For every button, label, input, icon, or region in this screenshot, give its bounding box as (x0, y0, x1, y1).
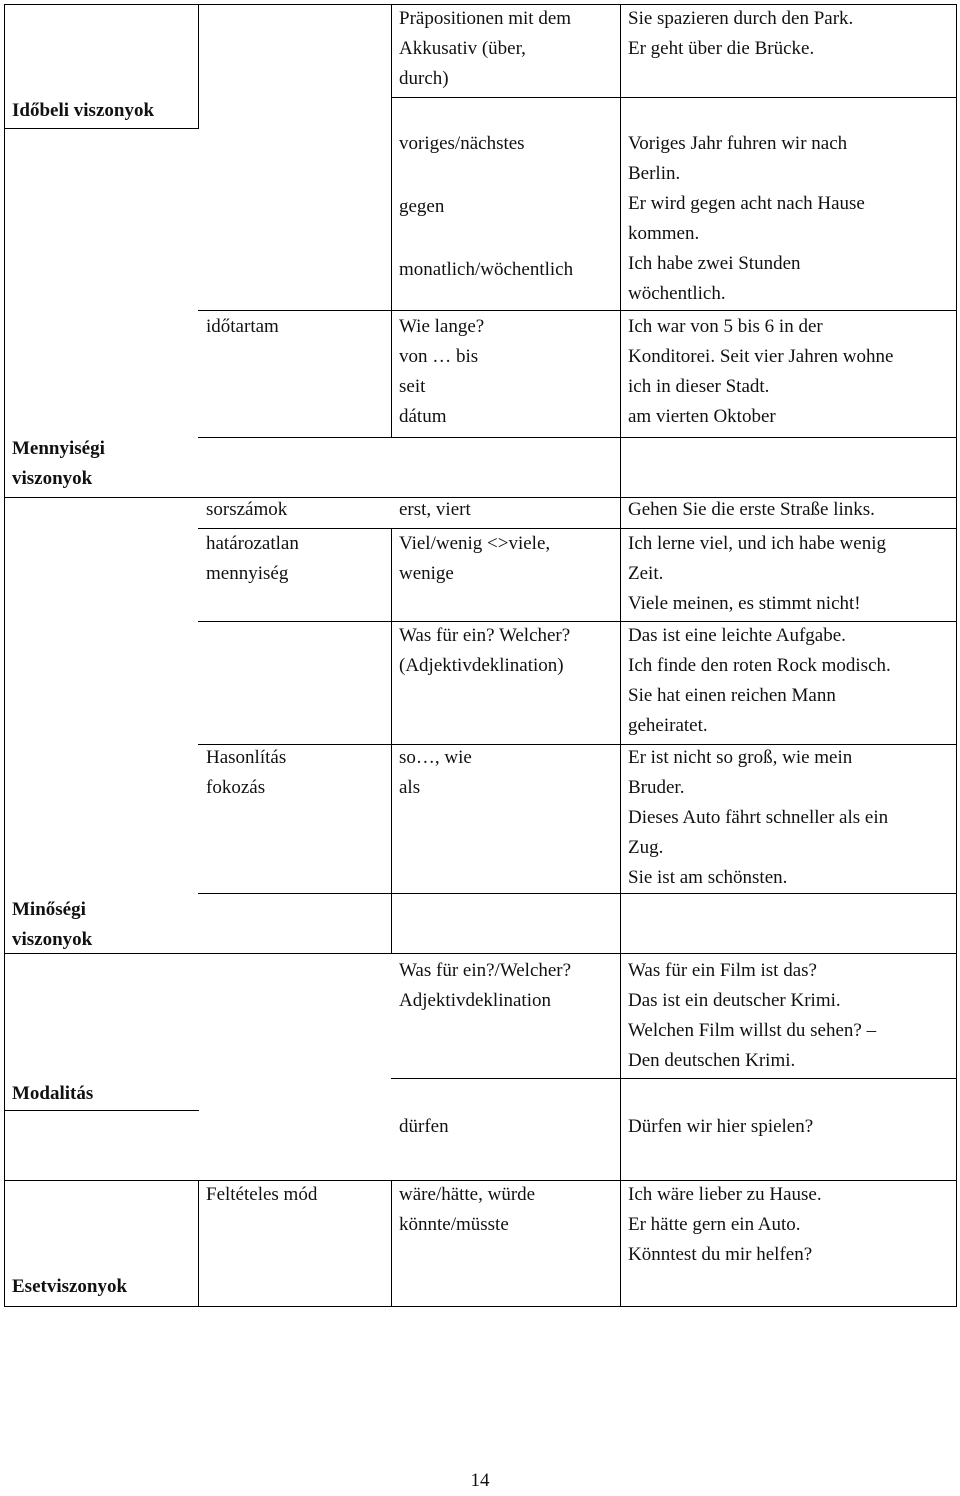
grid-line (198, 4, 199, 128)
example-adjektiv-1: Das ist eine leichte Aufgabe. Ich finde den roten Rock modisch. Sie hat einen reichen Mann geheiratet. (628, 625, 891, 736)
example-ordinal: Gehen Sie die erste Straße links. (628, 499, 875, 520)
grid-line (4, 1306, 957, 1307)
grid-line (391, 1078, 957, 1079)
cell-sorszamok: sorszámok (206, 499, 288, 520)
example-dauer: Ich war von 5 bis 6 in der Konditorei. Seit vier Jahren wohne ich in dieser Stadt. am vierten Oktober (628, 316, 894, 427)
cell-erst-viert: erst, viert (399, 499, 471, 520)
grid-line (198, 893, 957, 894)
example-modal: Dürfen wir hier spielen? (628, 1116, 814, 1137)
cell-viel-wenig: Viel/wenig <>viele, wenige (399, 533, 551, 584)
cell-durfen: dürfen (399, 1116, 449, 1137)
cell-wie-lange: Wie lange? (399, 316, 485, 337)
grid-line (198, 310, 957, 311)
label-mennyisegi: Mennyiségi viszonyok (12, 438, 105, 489)
grid-line (4, 128, 199, 129)
cell-was-fur-2: Was für ein?/Welcher? Adjektivdeklination (399, 960, 572, 1011)
example-akkusativ: Sie spazieren durch den Park. Er geht über die Brücke. (628, 8, 854, 59)
cell-monatlich: monatlich/wöchentlich (399, 259, 574, 280)
cell-felteteles: Feltételes mód (206, 1184, 318, 1205)
cell-so-wie: so…, wie als (399, 747, 472, 798)
grid-line (956, 4, 957, 1307)
label-idobeli: Időbeli viszonyok (12, 100, 155, 121)
example-adjektiv-2: Was für ein Film ist das? Das ist ein deutscher Krimi. Welchen Film willst du sehen? – Den deutschen Krimi. (628, 960, 877, 1071)
example-zeit: Voriges Jahr fuhren wir nach Berlin. Er wird gegen acht nach Hause kommen. Ich habe zwei Stunden wöchentlich. (628, 133, 865, 304)
cell-hasonlitas: Hasonlítás fokozás (206, 747, 287, 798)
example-vergleich: Er ist nicht so groß, wie mein Bruder. Dieses Auto fährt schneller als ein Zug. Sie ist am schönsten. (628, 747, 889, 888)
cell-was-fur-1: Was für ein? Welcher? (Adjektivdeklination) (399, 625, 571, 676)
grid-line (4, 4, 5, 1307)
example-menge: Ich lerne viel, und ich habe wenig Zeit. Viele meinen, es stimmt nicht! (628, 533, 886, 614)
example-konjunktiv: Ich wäre lieber zu Hause. Er hätte gern ein Auto. Könntest du mir helfen? (628, 1184, 822, 1265)
grid-line (620, 4, 621, 1307)
label-modalitas: Modalitás (12, 1083, 94, 1104)
grid-line (198, 437, 957, 438)
cell-hatarozatlan: határozatlan mennyiség (206, 533, 299, 584)
cell-idotartam: időtartam (206, 316, 279, 337)
cell-von-bis: von … bis seit dátum (399, 346, 479, 427)
grid-line (198, 1180, 199, 1307)
page-number: 14 (470, 1470, 490, 1491)
grid-line (4, 953, 957, 954)
cell-prapositionen: Präpositionen mit dem Akkusativ (über, durch) (399, 8, 572, 89)
cell-gegen: gegen (399, 196, 445, 217)
cell-voriges: voriges/nächstes (399, 133, 525, 154)
label-minosegi: Minőségi viszonyok (12, 899, 93, 950)
grid-line (391, 528, 392, 953)
cell-ware-hatte: wäre/hätte, würde könnte/müsste (399, 1184, 536, 1235)
grid-line (391, 1180, 392, 1307)
label-esetviszonyok: Esetviszonyok (12, 1276, 128, 1297)
grid-line (391, 4, 392, 438)
grid-line (391, 97, 957, 98)
grid-line (4, 1110, 199, 1111)
